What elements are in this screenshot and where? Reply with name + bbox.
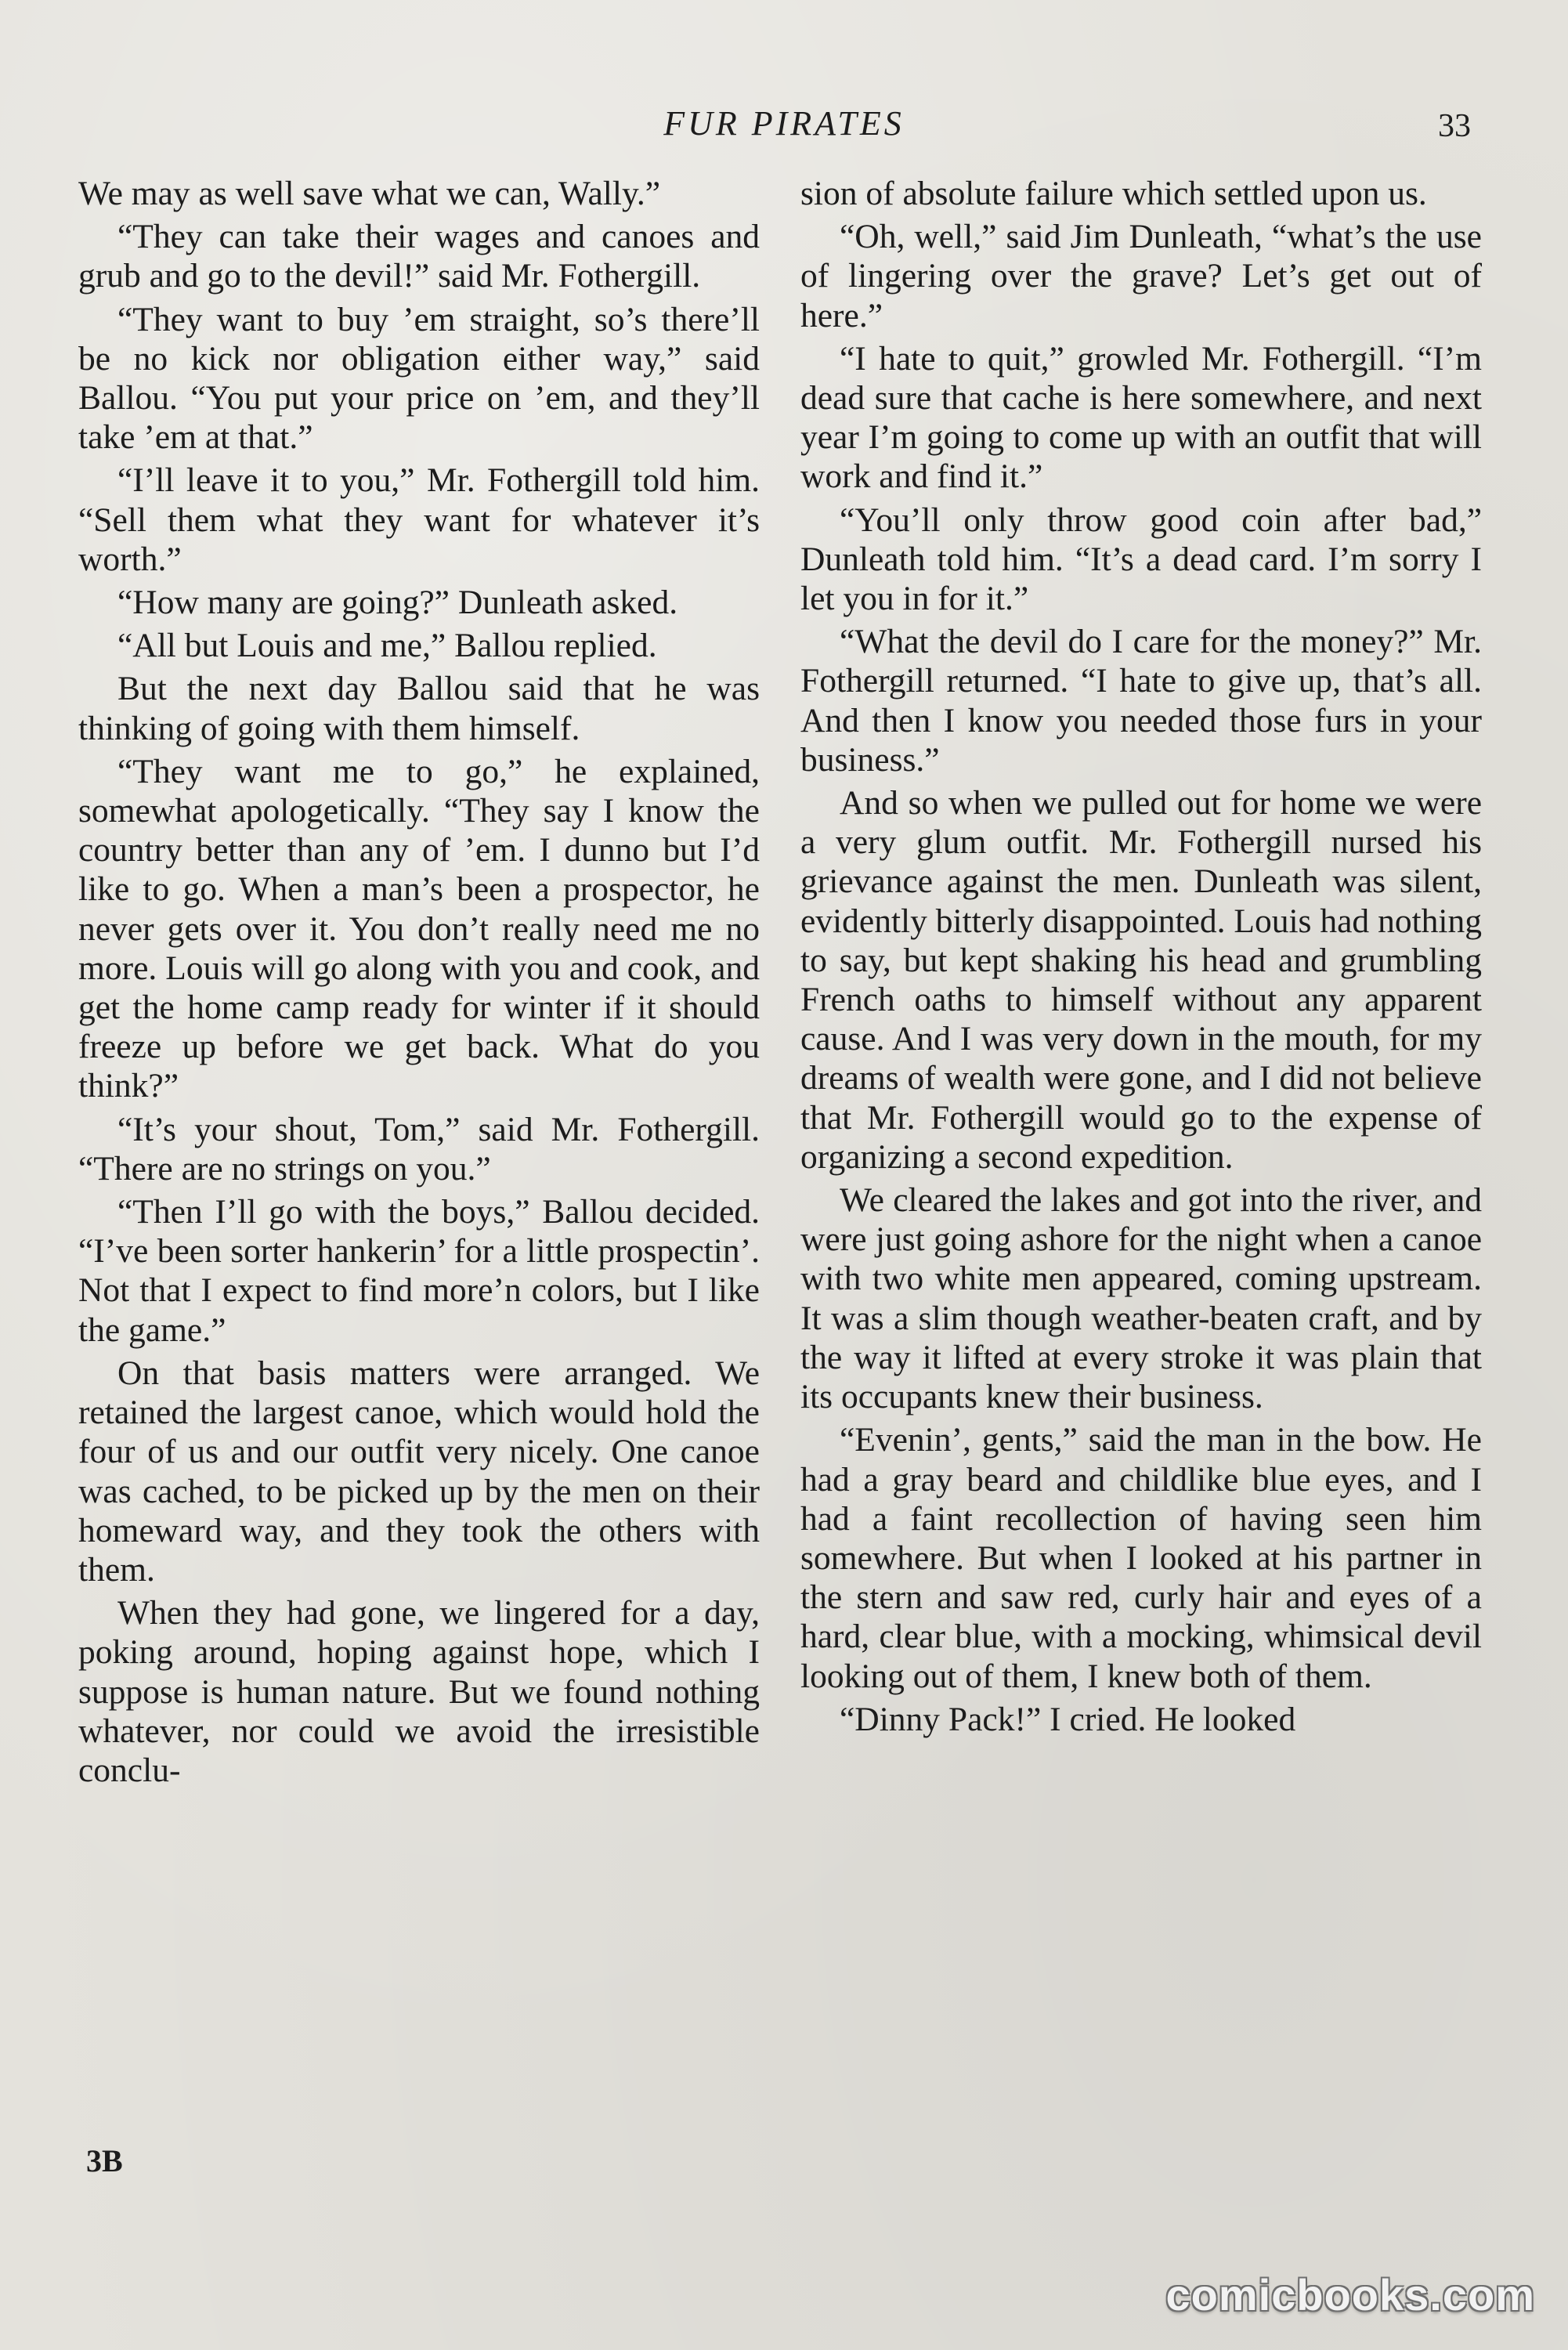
- paragraph: And so when we pulled out for home we were a very glum outfit. Mr. Fothergill nursed his grievance against the men. Dunleath was silent, evidently bitterly disappointed. Louis had nothing to say, but kept shaking his head and grumbling French oaths to himself without any apparent cause. And I was very down in the mouth, for my dreams of wealth were gone, and I did not believe that Mr. Fothergill would go to the expense of organizing a second expedition.: [800, 784, 1482, 1176]
- paragraph: “I hate to quit,” growled Mr. Fothergill. “I’m dead sure that cache is here somewhere, and next year I’m going to come up with an outfit that will work and find it.”: [800, 339, 1482, 496]
- right-column: [800, 174, 1482, 1743]
- paragraph: But the next day Ballou said that he was thinking of going with them himself.: [78, 670, 760, 747]
- signature-mark: 3B: [86, 2143, 123, 2178]
- running-title: FUR PIRATES: [663, 104, 905, 143]
- paragraph: “Then I’ll go with the boys,” Ballou decided. “I’ve been sorter hankerin’ for a little prospectin’. Not that I expect to find more’n colors, but I like the game.”: [78, 1193, 760, 1349]
- paragraph: On that basis matters were arranged. We retained the largest canoe, which would hold the four of us and our outfit very nicely. One canoe was cached, to be picked up by the men on their homeward way, and they took the others with them.: [78, 1354, 760, 1589]
- paragraph: “They want me to go,” he explained, somewhat apologetically. “They say I know the country better than any of ’em. I dunno but I’d like to go. When a man’s been a prospector, he never gets over it. You don’t really need me no more. Louis will go along with you and cook, and get the home camp ready for winter if it should freeze up before we get back. What do you think?”: [78, 752, 760, 1105]
- paragraph: “I’ll leave it to you,” Mr. Fothergill told him. “Sell them what they want for whatever it’s worth.”: [78, 461, 760, 578]
- paragraph: “What the devil do I care for the money?” Mr. Fothergill returned. “I hate to give up, that’s all. And then I know you needed those furs in your business.”: [800, 623, 1482, 779]
- page-number: 33: [1438, 108, 1471, 144]
- paragraph: “It’s your shout, Tom,” said Mr. Fothergill. “There are no strings on you.”: [78, 1110, 760, 1188]
- paragraph: “Dinny Pack!” I cried. He looked: [840, 1700, 1296, 1738]
- paragraph: We cleared the lakes and got into the river, and were just going ashore for the night when a canoe with two white men appeared, coming upstream. It was a slim though weather-beaten craft, and by the way it lifted at every stroke it was plain that its occupants knew their business.: [800, 1181, 1482, 1416]
- left-column: [78, 174, 760, 1794]
- paragraph: We may as well save what we can, Wally.”: [78, 175, 661, 212]
- paragraph: “They can take their wages and canoes and grub and go to the devil!” said Mr. Fothergill.: [78, 218, 760, 295]
- paragraph: “Oh, well,” said Jim Dunleath, “what’s the use of lingering over the grave? Let’s get out of here.”: [800, 218, 1482, 334]
- paragraph: “All but Louis and me,” Ballou replied.: [117, 627, 657, 665]
- paragraph: “They want to buy ’em straight, so’s there’ll be no kick nor obligation either way,” said Ballou. “You put your price on ’em, and they’ll take ’em at that.”: [78, 300, 760, 457]
- running-head: [0, 100, 1568, 147]
- paragraph: When they had gone, we lingered for a day, poking around, hoping against hope, which I suppose is human nature. But we found nothing whatever, nor could we avoid the irresistible conclu-: [78, 1594, 760, 1789]
- paragraph: “Evenin’, gents,” said the man in the bow. He had a gray beard and childlike blue eyes, and I had a faint recollection of having seen him somewhere. But when I looked at his partner in the stern and saw red, curly hair and eyes of a hard, clear blue, with a mocking, whimsical devil looking out of them, I knew both of them.: [800, 1421, 1482, 1695]
- paragraph: sion of absolute failure which settled upon us.: [800, 175, 1427, 212]
- paragraph: “How many are going?” Dunleath asked.: [117, 584, 678, 622]
- paragraph: “You’ll only throw good coin after bad,” Dunleath told him. “It’s a dead card. I’m sorry I let you in for it.”: [800, 501, 1482, 618]
- watermark: comicbooks.com: [1165, 2270, 1535, 2319]
